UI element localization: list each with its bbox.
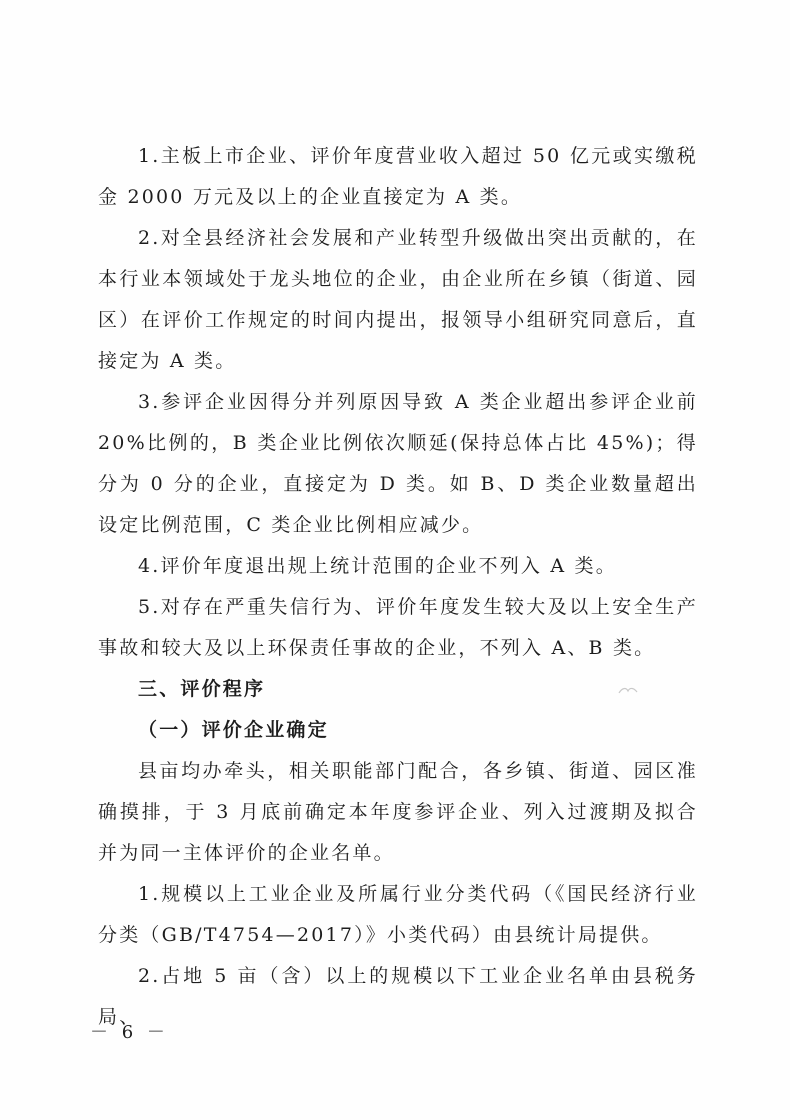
sub-heading: （一）评价企业确定 [138,719,329,741]
section-heading: 三、评价程序 [138,678,266,700]
paragraph-6: 县亩均办牵头，相关职能部门配合，各乡镇、街道、园区准确摸排，于 3 月底前确定本年度参评企业、列入过渡期及拟合并为同一主体评价的企业名单。 [98,760,698,864]
page-number: － 6 － [90,1022,169,1043]
document-body [98,136,698,1038]
paragraph-4: 4.评价年度退出规上统计范围的企业不列入 A 类。 [138,555,617,577]
paragraph-7: 1.规模以上工业企业及所属行业分类代码（《国民经济行业分类（GB/T4754—2017）》小类代码）由县统计局提供。 [98,883,698,946]
paragraph-2: 2.对全县经济社会发展和产业转型升级做出突出贡献的，在本行业本领域处于龙头地位的企业，由企业所在乡镇（街道、园区）在评价工作规定的时间内提出，报领导小组研究同意后，直接定为 A 类。 [98,227,698,372]
paragraph-5: 5.对存在严重失信行为、评价年度发生较大及以上安全生产事故和较大及以上环保责任事故的企业，不列入 A、B 类。 [98,596,698,659]
paragraph-8: 2.占地 5 亩（含）以上的规模以下工业企业名单由县税务局、 [98,965,698,1028]
paragraph-3: 3.参评企业因得分并列原因导致 A 类企业超出参评企业前 20%比例的，B 类企业比例依次顺延(保持总体占比 45%)；得分为 0 分的企业，直接定为 D 类。如 B、D 类企业数量超出设定比例范围，C 类企业比例相应减少。 [98,391,698,536]
paragraph-1: 1.主板上市企业、评价年度营业收入超过 50 亿元或实缴税金 2000 万元及以上的企业直接定为 A 类。 [98,145,698,208]
scan-speck [618,685,638,697]
